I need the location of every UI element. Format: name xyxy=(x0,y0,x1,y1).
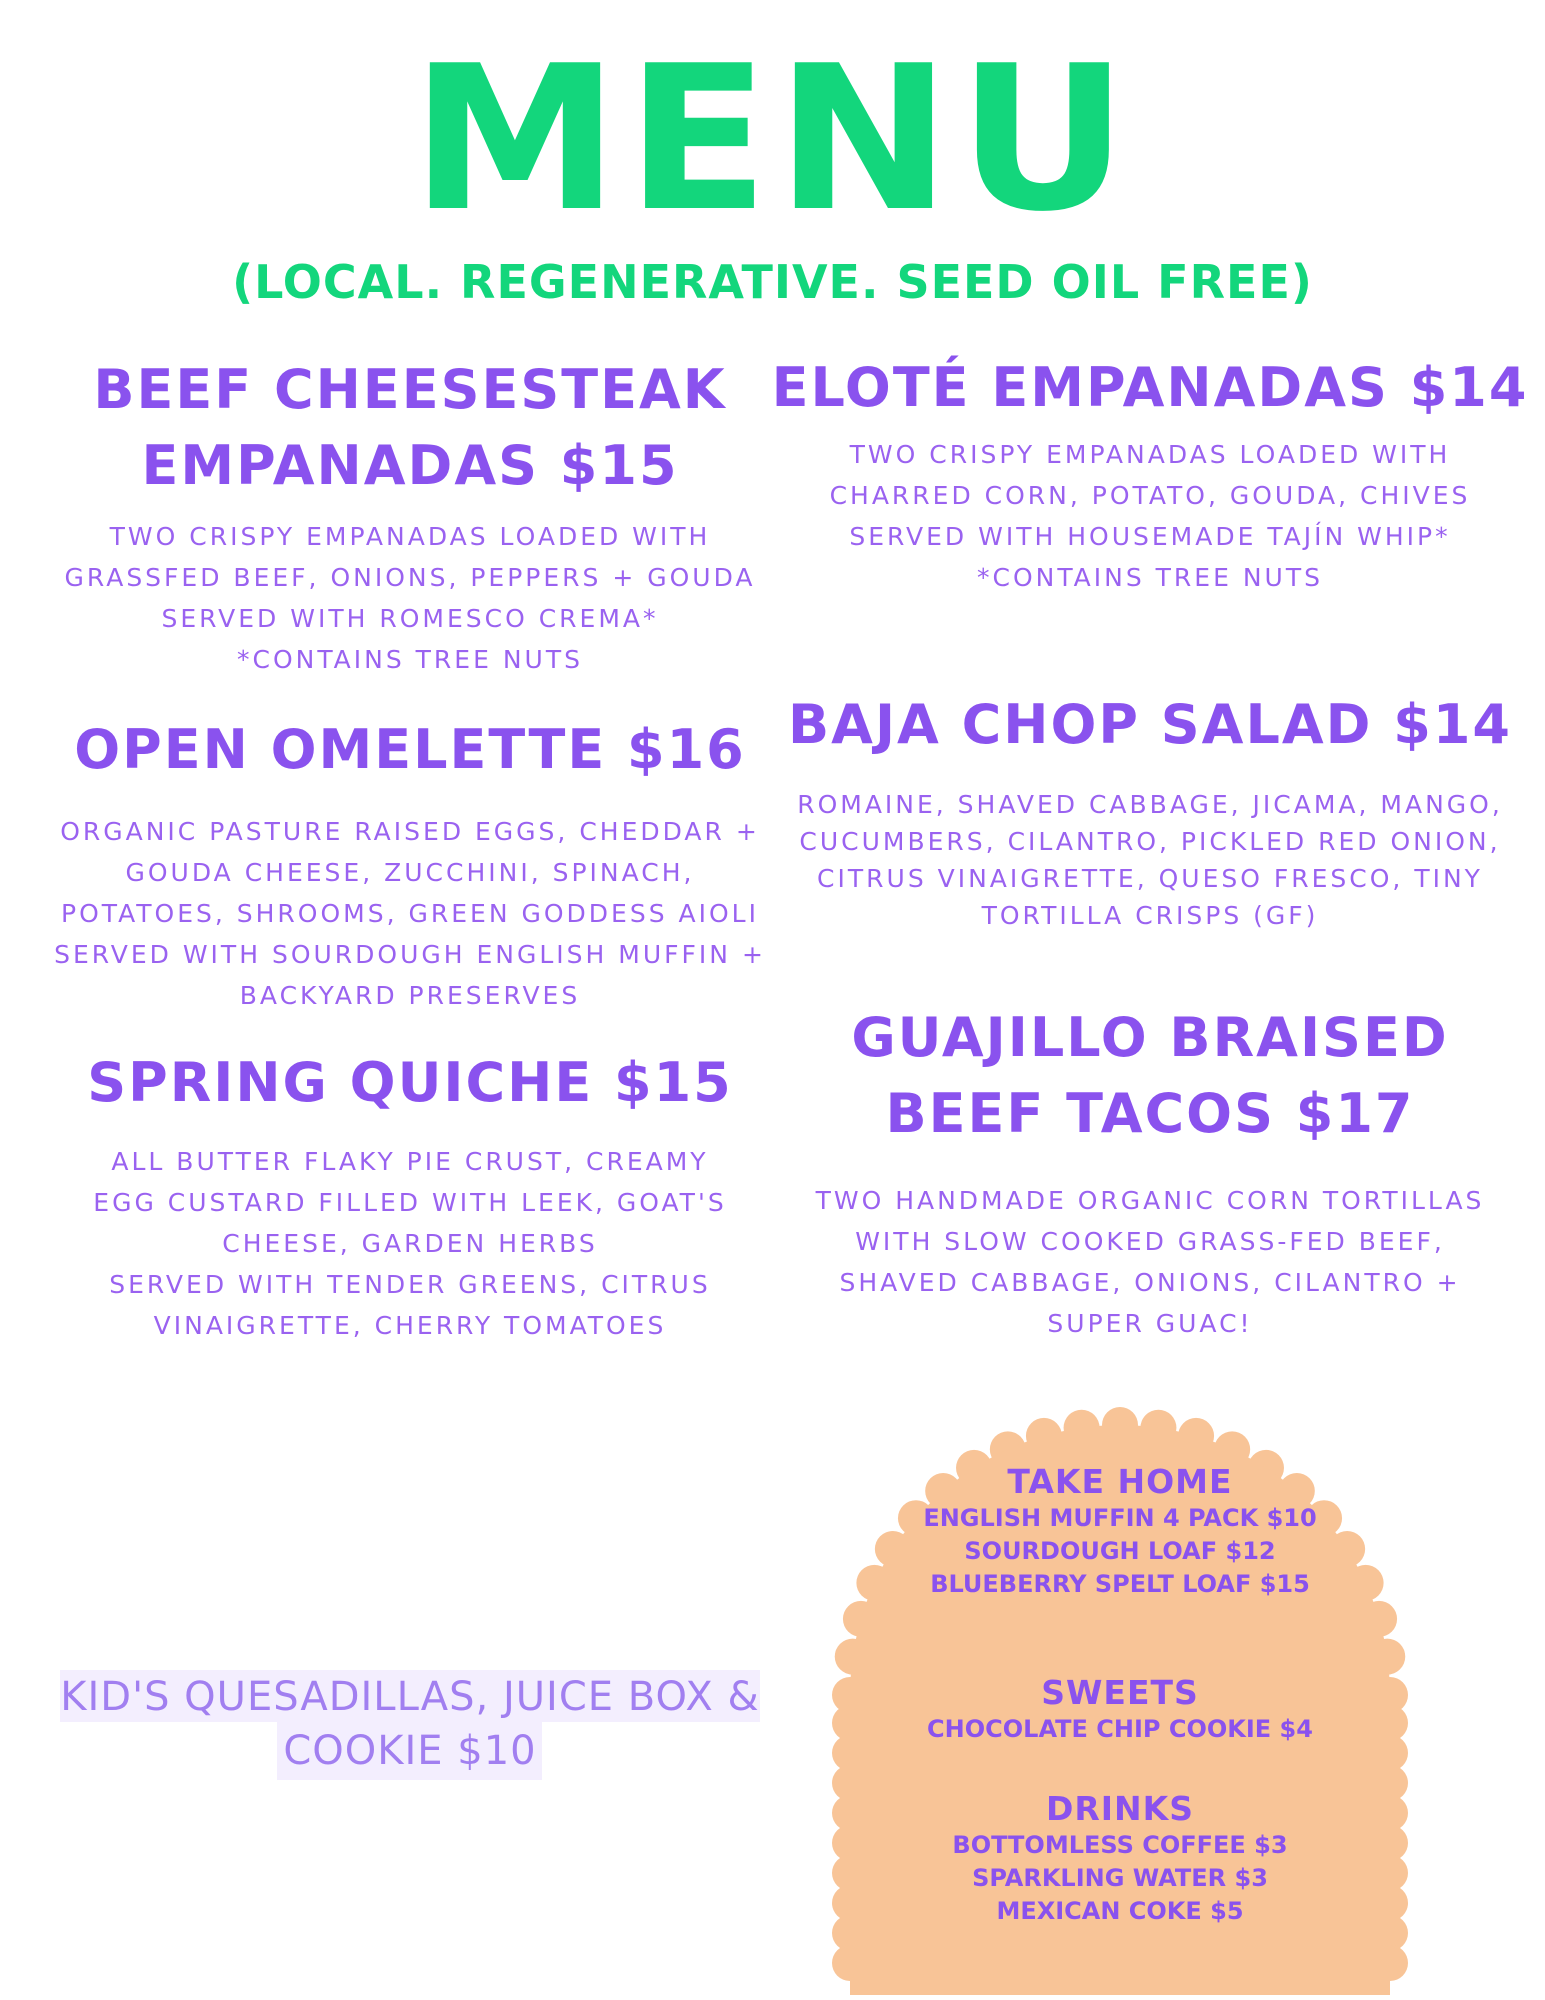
dish-desc-line: BACKYARD PRESERVES xyxy=(239,981,581,1010)
dish-desc-line: GOUDA CHEESE, ZUCCHINI, SPINACH, xyxy=(125,858,695,887)
dish-desc-line: CHEESE, GARDEN HERBS xyxy=(222,1229,598,1258)
dish-desc-line: TWO HANDMADE ORGANIC CORN TORTILLAS xyxy=(815,1186,1485,1215)
dish-desc-quiche xyxy=(20,1141,800,1346)
dish-desc-line: POTATOES, SHROOMS, GREEN GODDESS AIOLI xyxy=(61,899,759,928)
dish-desc-line: *CONTAINS TREE NUTS xyxy=(977,563,1323,592)
dish-name-quiche xyxy=(20,1045,800,1121)
dish-desc-line: ORGANIC PASTURE RAISED EGGS, CHEDDAR + xyxy=(60,817,760,846)
dish-desc-omelette xyxy=(20,811,800,1016)
dish-desc-line: TWO CRISPY EMPANADAS LOADED WITH xyxy=(849,440,1451,469)
dish-desc-line: *CONTAINS TREE NUTS xyxy=(237,645,583,674)
menu-subtitle: (LOCAL. REGENERATIVE. SEED OIL FREE) xyxy=(232,255,1313,309)
drinks-item: BOTTOMLESS COFFEE $3 xyxy=(952,1831,1288,1859)
dish-desc-tacos xyxy=(770,1180,1530,1344)
dish-desc-cheesesteak xyxy=(20,516,800,680)
drinks-section xyxy=(830,1789,1410,1928)
take-home-heading: TAKE HOME xyxy=(1007,1462,1233,1501)
take-home-item: ENGLISH MUFFIN 4 PACK $10 xyxy=(923,1504,1317,1532)
drinks-item: SPARKLING WATER $3 xyxy=(972,1864,1268,1892)
dish-desc-line: TWO CRISPY EMPANADAS LOADED WITH xyxy=(109,522,711,551)
dish-desc-elote xyxy=(770,434,1530,598)
dish-desc-line: GRASSFED BEEF, ONIONS, PEPPERS + GOUDA xyxy=(64,563,756,592)
dish-name-line: OPEN OMELETTE $16 xyxy=(74,718,746,781)
dish-desc-line: CHARRED CORN, POTATO, GOUDA, CHIVES xyxy=(829,481,1471,510)
drinks-heading: DRINKS xyxy=(1045,1789,1195,1828)
dish-name-line: BAJA CHOP SALAD $14 xyxy=(788,693,1512,756)
dish-desc-baja xyxy=(770,786,1530,934)
dish-desc-line: SHAVED CABBAGE, ONIONS, CILANTRO + xyxy=(839,1268,1461,1297)
dish-name-baja xyxy=(770,687,1530,763)
dish-desc-line: EGG CUSTARD FILLED WITH LEEK, GOAT'S xyxy=(93,1188,727,1217)
kids-meal-line: KID'S QUESADILLAS, JUICE BOX & xyxy=(60,1674,760,1720)
drinks-item: MEXICAN COKE $5 xyxy=(996,1897,1244,1925)
menu-title: MENU xyxy=(410,23,1135,256)
dish-desc-line: SERVED WITH ROMESCO CREMA* xyxy=(161,604,659,633)
kids-meal-line: COOKIE $10 xyxy=(283,1728,537,1774)
take-home-item: SOURDOUGH LOAF $12 xyxy=(964,1537,1276,1565)
dish-name-omelette xyxy=(20,712,800,788)
dish-name-elote xyxy=(770,350,1530,426)
dish-name-line: ELOTÉ EMPANADAS $14 xyxy=(771,356,1529,419)
dish-desc-line: SUPER GUAC! xyxy=(1047,1309,1253,1338)
sweets-section xyxy=(830,1673,1410,1746)
dish-desc-line: WITH SLOW COOKED GRASS-FED BEEF, xyxy=(855,1227,1445,1256)
dish-name-tacos xyxy=(770,1000,1530,1152)
dish-desc-line: TORTILLA CRISPS (GF) xyxy=(981,901,1319,930)
take-home-item: BLUEBERRY SPELT LOAF $15 xyxy=(930,1570,1310,1598)
dish-desc-line: CITRUS VINAIGRETTE, QUESO FRESCO, TINY xyxy=(817,864,1483,893)
take-home-section xyxy=(830,1462,1410,1601)
dish-desc-line: VINAIGRETTE, CHERRY TOMATOES xyxy=(153,1311,667,1340)
dish-desc-line: CUCUMBERS, CILANTRO, PICKLED RED ONION, xyxy=(799,827,1501,856)
dish-desc-line: ALL BUTTER FLAKY PIE CRUST, CREAMY xyxy=(111,1147,709,1176)
dish-desc-line: ROMAINE, SHAVED CABBAGE, JICAMA, MANGO, xyxy=(797,790,1503,819)
dish-desc-line: SERVED WITH SOURDOUGH ENGLISH MUFFIN + xyxy=(54,940,766,969)
dish-name-line: EMPANADAS $15 xyxy=(141,434,679,497)
kids-meal xyxy=(60,1670,760,1778)
dish-desc-line: SERVED WITH TENDER GREENS, CITRUS xyxy=(109,1270,711,1299)
dish-name-line: BEEF CHEESESTEAK xyxy=(93,358,727,421)
sweets-item: CHOCOLATE CHIP COOKIE $4 xyxy=(927,1715,1313,1743)
dish-name-line: BEEF TACOS $17 xyxy=(885,1082,1415,1145)
dish-name-line: SPRING QUICHE $15 xyxy=(87,1051,733,1114)
dish-name-line: GUAJILLO BRAISED xyxy=(851,1006,1449,1069)
sweets-heading: SWEETS xyxy=(1041,1673,1199,1712)
dish-desc-line: SERVED WITH HOUSEMADE TAJÍN WHIP* xyxy=(849,522,1451,551)
dish-name-cheesesteak xyxy=(40,352,780,504)
